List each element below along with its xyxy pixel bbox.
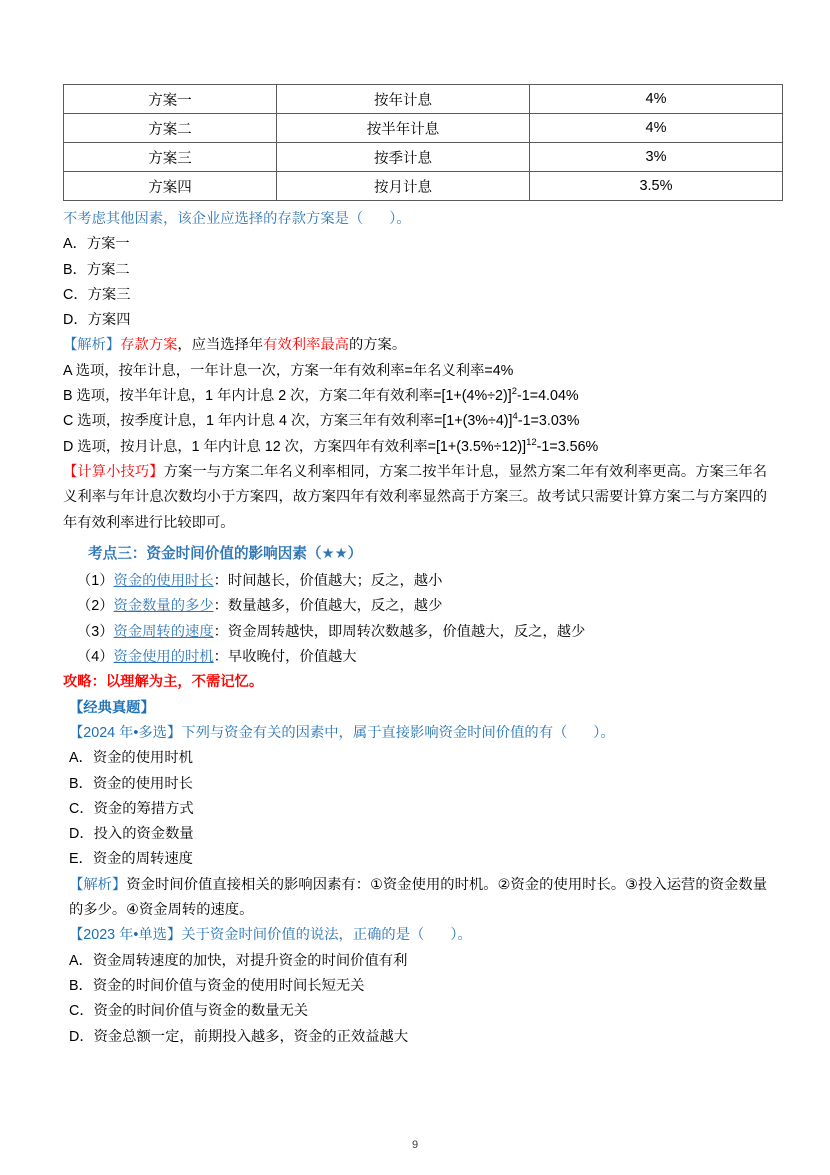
factor-desc: ：早收晚付，价值越大 bbox=[213, 649, 357, 666]
factor-number: （1） bbox=[77, 573, 114, 590]
factor-number: （3） bbox=[77, 623, 114, 640]
strategy-note: 攻略：以理解为主，不需记忆。 bbox=[63, 674, 264, 691]
classic-exam-label: 【经典真题】 bbox=[69, 699, 155, 716]
factor-term: 资金数量的多少 bbox=[113, 598, 214, 615]
formula-exponent: 12 bbox=[526, 436, 537, 448]
formula-result: -1=3.03% bbox=[517, 413, 580, 430]
formula-text: D 选项，按月计息，1 年内计息 12 次，方案四年有效利率=[1+(3.5%÷12)] bbox=[63, 438, 527, 455]
factor-item-2 bbox=[63, 594, 767, 619]
analysis-label: 【解析】 bbox=[69, 876, 127, 893]
formula-result: -1=3.56% bbox=[536, 438, 599, 455]
exam-2023-stem bbox=[63, 923, 767, 948]
cell-rate: 3% bbox=[530, 143, 783, 172]
calculation-tip-body: 方案一与方案二年名义利率相同，方案二按半年计息，显然方案二年有效利率更高。方案三年名义利率与年计息次数均小于方案四，故方案四年有效利率显然高于方案三。故考试只需要计算方案二与方案四的年有效利率进行比较即可。 bbox=[63, 463, 768, 531]
exam-2023-stem-after: ）。 bbox=[450, 927, 472, 944]
cell-plan: 方案三 bbox=[64, 143, 277, 172]
exam-2023-option-a: A．资金周转速度的加快，对提升资金的时间价值有利 bbox=[69, 952, 408, 969]
formula-exponent: 2 bbox=[511, 386, 518, 398]
cell-plan: 方案一 bbox=[64, 85, 277, 114]
table-row bbox=[64, 85, 783, 114]
deposit-plan-table bbox=[63, 84, 783, 201]
table-body bbox=[64, 85, 783, 201]
cell-plan: 方案四 bbox=[64, 172, 277, 201]
factor-item-3 bbox=[63, 620, 767, 645]
option-c: C．方案三 bbox=[63, 286, 131, 303]
section-heading: 考点三：资金时间价值的影响因素（★★） bbox=[88, 545, 363, 562]
factor-number: （4） bbox=[77, 649, 114, 666]
factor-item-1 bbox=[63, 569, 767, 594]
exam-2023-option-d: D．资金总额一定，前期投入越多，资金的正效益越大 bbox=[69, 1028, 409, 1045]
cell-compounding: 按月计息 bbox=[277, 172, 530, 201]
factor-number: （2） bbox=[77, 598, 114, 615]
cell-rate: 4% bbox=[530, 85, 783, 114]
factor-term: 资金的使用时长 bbox=[113, 573, 214, 590]
cell-compounding: 按季计息 bbox=[277, 143, 530, 172]
question-stem bbox=[63, 207, 767, 232]
formula-text: C 选项，按季度计息，1 年内计息 4 次，方案三年有效利率=[1+(3%÷4)] bbox=[63, 413, 513, 430]
exam-2024-analysis bbox=[63, 873, 767, 924]
exam-2024-tag: 【2024 年•多选】 bbox=[69, 724, 182, 741]
exam-2023-tag: 【2023 年•单选】 bbox=[69, 927, 182, 944]
factor-desc: ：时间越长，价值越大；反之，越小 bbox=[213, 573, 443, 590]
calculation-tip bbox=[63, 460, 767, 536]
analysis-label: 【解析】 bbox=[63, 337, 121, 354]
factor-desc: ：资金周转越快，即周转次数越多，价值越大，反之，越少 bbox=[213, 623, 586, 640]
option-b: B．方案二 bbox=[63, 261, 130, 278]
formula-text: A 选项，按年计息，一年计息一次，方案一年有效利率=年名义利率=4% bbox=[63, 362, 514, 379]
table-row bbox=[64, 143, 783, 172]
table-row bbox=[64, 172, 783, 201]
formula-text: B 选项，按半年计息，1 年内计息 2 次，方案二年有效利率=[1+(4%÷2)] bbox=[63, 388, 512, 405]
exam-2024-option-c: C．资金的筹措方式 bbox=[69, 800, 194, 817]
cell-rate: 3.5% bbox=[530, 172, 783, 201]
exam-2024-option-d: D．投入的资金数量 bbox=[69, 826, 194, 843]
page-content bbox=[63, 84, 767, 1050]
exam-2024-stem-after: ）。 bbox=[593, 724, 615, 741]
analysis-body: 资金时间价值直接相关的影响因素有：①资金使用的时机。②资金的使用时长。③投入运营的资金数量的多少。④资金周转的速度。 bbox=[69, 876, 768, 919]
factor-term: 资金使用的时机 bbox=[113, 649, 214, 666]
option-d: D．方案四 bbox=[63, 312, 131, 329]
analysis-line-c bbox=[63, 409, 767, 434]
exam-2024-stem bbox=[63, 721, 767, 746]
analysis-line-a bbox=[63, 359, 767, 384]
analysis-heading bbox=[63, 333, 767, 358]
cell-compounding: 按年计息 bbox=[277, 85, 530, 114]
cell-rate: 4% bbox=[530, 114, 783, 143]
cell-plan: 方案二 bbox=[64, 114, 277, 143]
exam-2024-option-e: E．资金的周转速度 bbox=[69, 851, 193, 868]
cell-compounding: 按半年计息 bbox=[277, 114, 530, 143]
question-stem-after: ）。 bbox=[389, 211, 411, 227]
factor-term: 资金周转的速度 bbox=[113, 623, 214, 640]
formula-result: -1=4.04% bbox=[517, 388, 579, 405]
analysis-line-b bbox=[63, 384, 767, 409]
calculation-tip-label: 【计算小技巧】 bbox=[63, 463, 164, 480]
analysis-mid: ，应当选择年 bbox=[177, 337, 264, 354]
question-stem-before: 不考虑其他因素，该企业应选择的存款方案是（ bbox=[63, 211, 364, 227]
exam-2023-stem-before: 关于资金时间价值的说法，正确的是（ bbox=[181, 927, 425, 944]
exam-2023-option-c: C．资金的时间价值与资金的数量无关 bbox=[69, 1003, 309, 1020]
analysis-keyword-1: 存款方案 bbox=[120, 337, 178, 354]
analysis-keyword-2: 有效利率最高 bbox=[263, 337, 349, 354]
exam-2024-stem-before: 下列与资金有关的因素中，属于直接影响资金时间价值的有（ bbox=[181, 724, 568, 741]
analysis-line-d bbox=[63, 435, 767, 460]
factor-item-4 bbox=[63, 645, 767, 670]
formula-exponent: 4 bbox=[512, 411, 518, 423]
factor-desc: ：数量越多，价值越大，反之，越少 bbox=[213, 598, 443, 615]
analysis-tail: 的方案。 bbox=[348, 337, 407, 354]
exam-2024-option-a: A．资金的使用时机 bbox=[69, 750, 193, 767]
exam-2023-option-b: B．资金的时间价值与资金的使用时间长短无关 bbox=[69, 977, 365, 994]
page-number: 9 bbox=[411, 1139, 419, 1151]
table-row bbox=[64, 114, 783, 143]
exam-2024-option-b: B．资金的使用时长 bbox=[69, 775, 193, 792]
option-a: A．方案一 bbox=[63, 236, 130, 253]
